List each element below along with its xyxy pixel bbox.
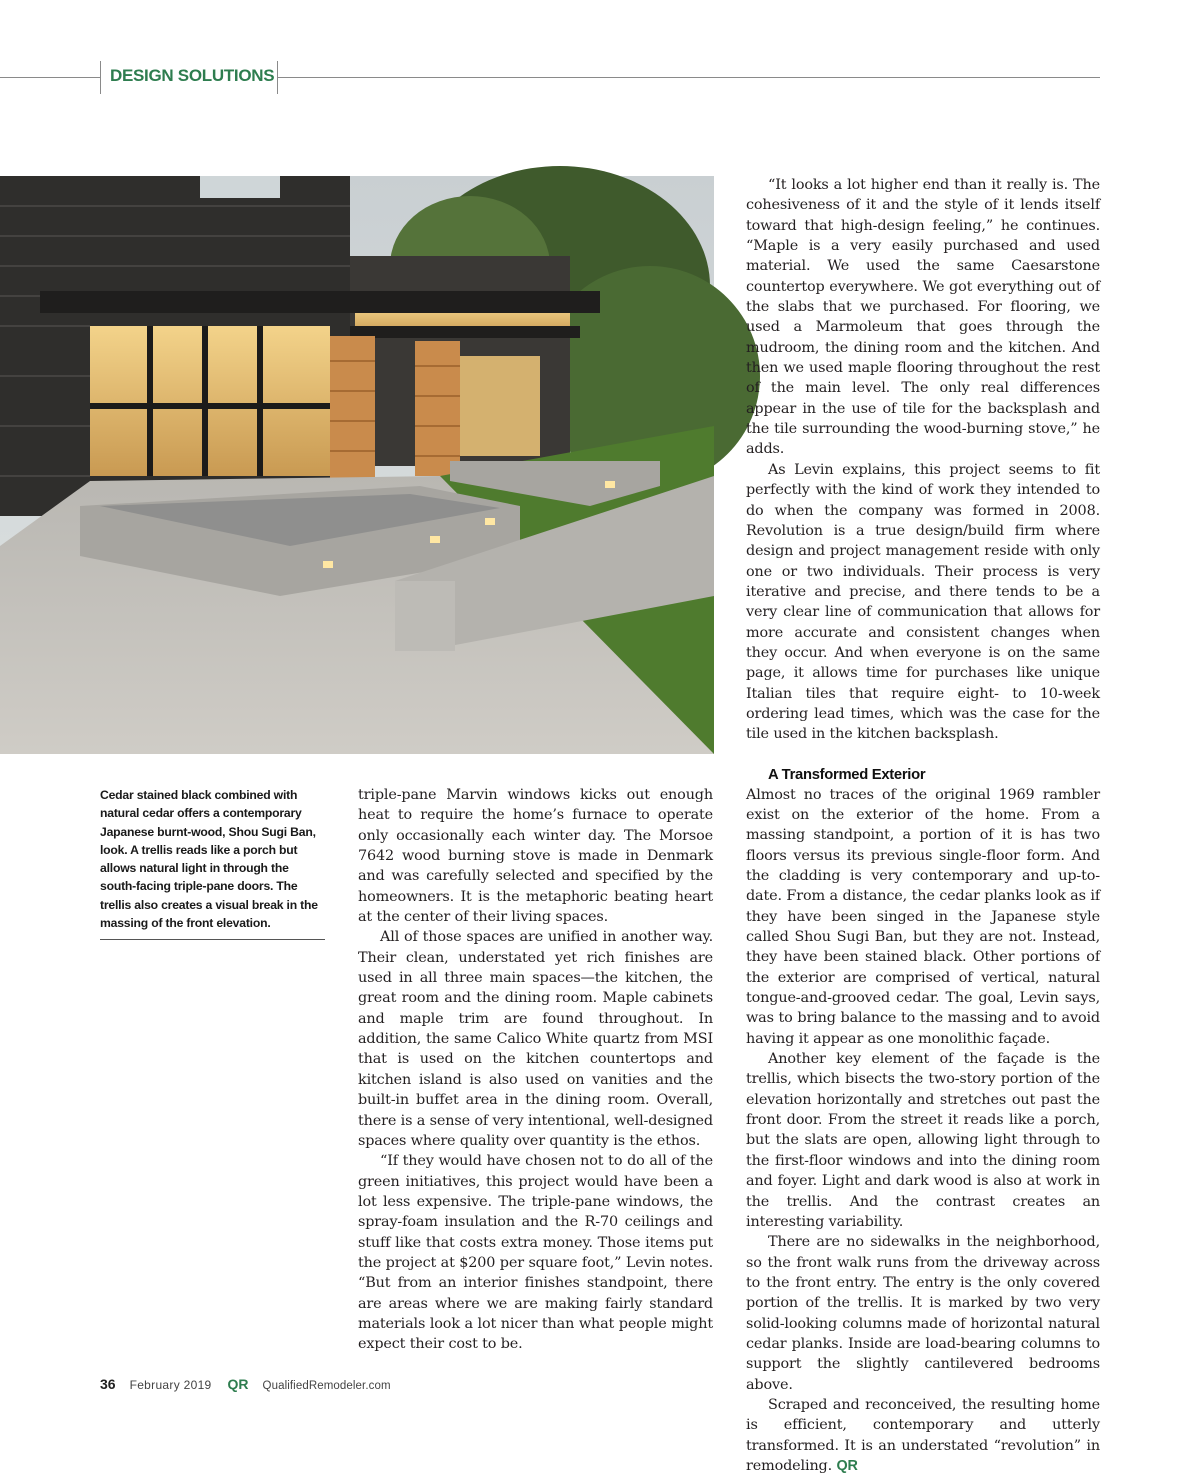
- body-paragraph: “It looks a lot higher end than it really is. The cohesiveness of it and the style of it lends itself toward that high-design feeling,” he continues. “Maple is a very easily purchased and used material. We used the same Caesarstone countertop everywhere. We got everything out of the slabs that we purchased. For flooring, we used a Marmoleum that goes through the mudroom, the dining room and the kitchen. And then we used maple flooring throughout the rest of the main level. The only real differences appear in the use of tile for the backsplash and the tile surrounding the wood-burning stove,” he adds.: [746, 177, 1100, 458]
- middle-column: [358, 785, 713, 1355]
- subhead: A Transformed Exterior: [768, 766, 926, 783]
- final-paragraph: [746, 1395, 1100, 1476]
- caption-rule: [100, 939, 325, 940]
- end-mark-logo: QR: [836, 1457, 858, 1474]
- website-link[interactable]: QualifiedRemodeler.com: [262, 1380, 391, 1392]
- footer-logo: QR: [227, 1376, 249, 1392]
- body-paragraph: triple-pane Marvin windows kicks out enough heat to require the home’s furnace to operate only occasionally each winter day. The Morsoe 7642 wood burning stove is made in Denmark and was carefully selected and specified by the homeowners. It is the metaphoric beating heart at the center of their living spaces.: [358, 787, 713, 926]
- right-column: [746, 175, 1100, 1476]
- header-divider-left: [100, 61, 101, 94]
- issue-date: February 2019: [129, 1378, 212, 1392]
- house-exterior-photo-icon: [0, 176, 714, 754]
- header-rule-right: [278, 77, 1100, 78]
- body-paragraph: “If they would have chosen not to do all of the green initiatives, this project would have been a lot less expensive. The triple-pane windows, the spray-foam insulation and the R-70 ceilings and stuff like that costs extra money. Those items put the project at $200 per square foot,” Levin notes. “But from an interior finishes standpoint, there are areas where we are making fairly standard materials look a lot nicer than what people might expect their cost to be.: [358, 1153, 713, 1353]
- house-exterior-photo: [0, 176, 714, 754]
- body-paragraph: Another key element of the façade is the trellis, which bisects the two-story portion of the elevation horizontally and stretches out past the front door. From the street it reads like a porch, but the slats are open, allowing light through to the first-floor windows and into the dining room and foyer. Light and dark wood is also at work in the trellis. And the contrast creates an interesting variability.: [746, 1051, 1100, 1230]
- page-footer: [100, 1376, 391, 1392]
- header-rule-left: [0, 77, 100, 78]
- body-paragraph: Almost no traces of the original 1969 rambler exist on the exterior of the home. From a massing standpoint, a portion of it is has two floors versus its previous single-floor form. And the cladding is very contemporary and up-to-date. From a distance, the cedar planks look as if they have been singed in the Japanese style called Shou Sugi Ban, but they are not. Instead, they have been stained black. Other portions of the exterior are comprised of vertical, natural tongue-and-grooved cedar. The goal, Levin says, was to bring balance to the massing and to avoid having it appear as one monolithic façade.: [746, 786, 1100, 1047]
- body-paragraph: There are no sidewalks in the neighborhood, so the front walk runs from the driveway across to the front entry. The entry is the only covered portion of the trellis. It is marked by two very solid-looking columns made of horizontal natural cedar planks. Inside are load-bearing columns to support the slightly cantilevered bedrooms above.: [746, 1234, 1100, 1393]
- page-number: 36: [100, 1376, 116, 1392]
- photo-caption: Cedar stained black combined with natural cedar offers a contemporary Japanese burnt-wood, Shou Sugi Ban, look. A trellis reads like a porch but allows natural light in through the south-facing triple-pane doors. The trellis also creates a visual break in the massing of the front elevation.: [100, 788, 318, 931]
- section-title: DESIGN SOLUTIONS: [110, 66, 275, 85]
- final-paragraph-text: Scraped and reconceived, the resulting home is efficient, contemporary and utterly transformed. It is an understated “revolution” in remodeling.: [746, 1396, 1100, 1474]
- body-paragraph: All of those spaces are unified in another way. Their clean, understated yet rich finishes are used in all three main spaces—the kitchen, the great room and the dining room. Maple cabinets and maple trim are found throughout. In addition, the same Calico White quartz from MSI that is used on the kitchen countertops and kitchen island is also used on vanities and the built-in buffet area in the dining room. Overall, there is a sense of very intentional, well-designed spaces where quality over quantity is the ethos.: [358, 929, 713, 1149]
- body-paragraph: As Levin explains, this project seems to fit perfectly with the kind of work they intended to do when the company was formed in 2008. Revolution is a true design/build firm where design and project management reside with only one or two individuals. Their process is very iterative and precise, and there tends to be a very clear line of communication that allows for more accurate and consistent changes when they occur. And when everyone is on the same page, it allows time for purchases like unique Italian tiles that require eight- to 10-week ordering lead times, which was the case for the tile used in the kitchen backsplash.: [746, 461, 1100, 743]
